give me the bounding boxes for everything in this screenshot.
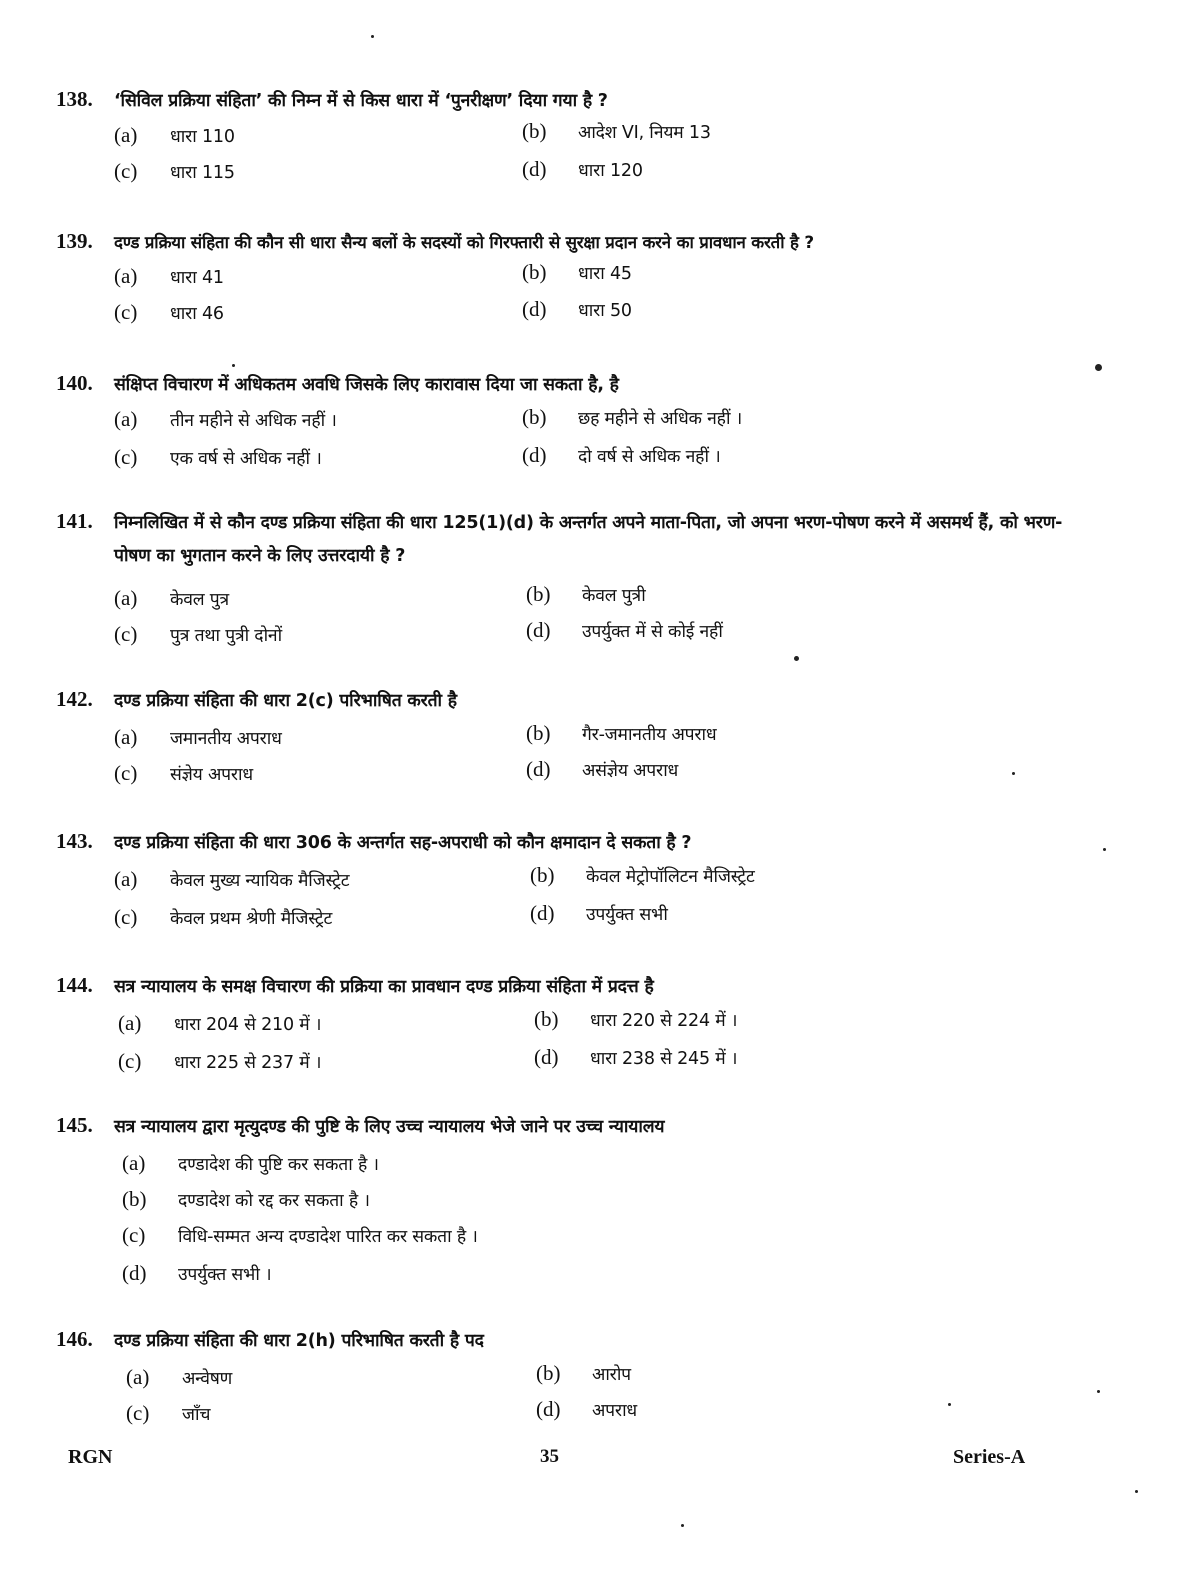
option-label: (a) — [122, 1151, 146, 1175]
question-number: 141. — [56, 509, 93, 533]
question-number: 138. — [56, 87, 93, 111]
option-c — [114, 442, 322, 474]
scan-speck — [1103, 848, 1106, 851]
option-b — [530, 860, 755, 892]
question-146 — [56, 1324, 1096, 1425]
option-b — [522, 116, 711, 148]
option-d — [536, 1394, 637, 1426]
option-label: (c) — [114, 905, 138, 929]
option-text: धारा 220 से 224 में । — [590, 1011, 738, 1031]
option-b — [526, 718, 716, 750]
option-a — [114, 120, 235, 152]
option-c — [114, 902, 332, 934]
option-text: धारा 41 — [170, 268, 224, 288]
option-text: दण्डादेश को रद्द कर सकता है । — [178, 1191, 370, 1211]
option-label: (b) — [530, 863, 555, 887]
option-text: धारा 120 — [578, 161, 643, 181]
option-label: (c) — [114, 622, 138, 646]
option-b — [522, 402, 742, 434]
option-d — [522, 154, 643, 186]
option-text: विधि-सम्मत अन्य दण्डादेश पारित कर सकता है । — [178, 1227, 478, 1247]
option-d — [530, 898, 668, 930]
option-label: (a) — [118, 1011, 142, 1035]
footer-code: RGN — [68, 1446, 113, 1468]
option-text: केवल पुत्री — [582, 586, 646, 606]
question-number: 140. — [56, 371, 93, 395]
question-text: सत्र न्यायालय के समक्ष विचारण की प्रक्रिया का प्रावधान दण्ड प्रक्रिया संहिता में प्रदत्त है — [114, 977, 654, 997]
option-text: धारा 115 — [170, 163, 235, 183]
option-text: अपराध — [592, 1401, 637, 1421]
series-label: Series-A — [953, 1446, 1026, 1468]
option-label: (b) — [526, 721, 551, 745]
option-text: छह महीने से अधिक नहीं । — [578, 409, 743, 429]
option-label: (c) — [122, 1223, 146, 1247]
option-text: गैर-जमानतीय अपराध — [582, 725, 717, 745]
option-text: दण्डादेश की पुष्टि कर सकता है । — [178, 1155, 379, 1175]
option-text: धारा 50 — [578, 301, 632, 321]
question-text: दण्ड प्रक्रिया संहिता की धारा 2(c) परिभाषित करती है — [114, 691, 457, 711]
option-text: उपर्युक्त सभी — [586, 905, 668, 925]
option-label: (a) — [114, 123, 138, 147]
option-text: धारा 238 से 245 में । — [590, 1049, 738, 1069]
option-c — [118, 1046, 321, 1078]
option-text: असंज्ञेय अपराध — [582, 761, 679, 781]
option-text: जाँच — [182, 1405, 211, 1425]
option-text: दो वर्ष से अधिक नहीं । — [578, 447, 721, 467]
question-text: निम्नलिखित में से कौन दण्ड प्रक्रिया संहिता की धारा 125(1)(d) के अन्तर्गत अपने माता-पिता, जो अपना भरण-पोषण करने में असमर्थ हैं, को भरण-पोषण का भुगतान करने के लिए उत्तरदायी है ? — [114, 513, 1063, 566]
option-label: (b) — [536, 1361, 561, 1385]
option-d — [522, 440, 721, 472]
option-label: (c) — [114, 761, 138, 785]
scan-speck — [1097, 1390, 1100, 1393]
option-label: (b) — [534, 1007, 559, 1031]
option-label: (b) — [526, 582, 551, 606]
question-139 — [56, 226, 1096, 324]
option-c — [114, 619, 282, 651]
question-145 — [56, 1110, 1096, 1285]
question-138 — [56, 84, 1096, 183]
question-number: 145. — [56, 1113, 93, 1137]
option-b — [522, 257, 632, 289]
question-text: सत्र न्यायालय द्वारा मृत्युदण्ड की पुष्टि के लिए उच्च न्यायालय भेजे जाने पर उच्च न्यायालय — [114, 1117, 665, 1137]
option-text: उपर्युक्त सभी । — [178, 1265, 272, 1285]
option-a — [114, 583, 229, 615]
question-144 — [56, 970, 1096, 1073]
question-text: संक्षिप्त विचारण में अधिकतम अवधि जिसके लिए कारावास दिया जा सकता है, है — [114, 375, 619, 395]
option-c — [114, 758, 253, 790]
option-b — [122, 1184, 370, 1216]
option-label: (a) — [114, 264, 138, 288]
option-label: (b) — [522, 405, 547, 429]
question-text: दण्ड प्रक्रिया संहिता की कौन सी धारा सैन्य बलों के सदस्यों को गिरफ्तारी से सुरक्षा प्रदान करने का प्रावधान करती है ? — [114, 232, 814, 252]
option-text: केवल प्रथम श्रेणी मैजिस्ट्रेट — [170, 909, 333, 929]
option-text: धारा 45 — [578, 264, 632, 284]
option-label: (c) — [126, 1401, 150, 1425]
option-label: (c) — [114, 445, 138, 469]
option-a — [114, 722, 282, 754]
option-text: धारा 204 से 210 में । — [174, 1015, 322, 1035]
option-label: (d) — [122, 1261, 147, 1285]
question-number: 142. — [56, 687, 93, 711]
option-label: (d) — [526, 757, 551, 781]
scan-speck — [371, 35, 374, 38]
option-label: (a) — [114, 407, 138, 431]
option-label: (a) — [114, 586, 138, 610]
option-label: (c) — [114, 300, 138, 324]
option-b — [534, 1004, 737, 1036]
option-text: केवल मेट्रोपॉलिटन मैजिस्ट्रेट — [586, 867, 755, 887]
option-c — [114, 156, 235, 188]
option-label: (d) — [522, 443, 547, 467]
option-c — [122, 1220, 478, 1252]
option-label: (b) — [522, 119, 547, 143]
option-text: धारा 225 से 237 में । — [174, 1053, 322, 1073]
scan-speck — [1012, 772, 1015, 775]
option-text: अन्वेषण — [182, 1369, 233, 1389]
option-d — [526, 615, 723, 647]
option-label: (a) — [114, 867, 138, 891]
option-text: आदेश VI, नियम 13 — [578, 123, 711, 143]
question-text: दण्ड प्रक्रिया संहिता की धारा 306 के अन्तर्गत सह-अपराधी को कौन क्षमादान दे सकता है ? — [114, 833, 692, 853]
scan-speck — [1135, 1490, 1138, 1493]
question-number: 146. — [56, 1327, 93, 1351]
option-label: (d) — [530, 901, 555, 925]
option-d — [122, 1258, 271, 1290]
option-c — [126, 1398, 210, 1430]
option-text: जमानतीय अपराध — [170, 729, 282, 749]
scan-speck — [681, 1524, 684, 1527]
option-label: (d) — [536, 1397, 561, 1421]
question-143 — [56, 826, 1096, 929]
question-number: 144. — [56, 973, 93, 997]
scan-speck — [232, 364, 235, 367]
option-label: (d) — [522, 297, 547, 321]
question-141 — [56, 506, 1096, 646]
option-label: (d) — [534, 1045, 559, 1069]
scan-speck — [1095, 364, 1102, 371]
option-label: (a) — [114, 725, 138, 749]
option-label: (b) — [122, 1187, 147, 1211]
option-label: (c) — [114, 159, 138, 183]
option-a — [114, 404, 337, 436]
option-text: धारा 110 — [170, 127, 235, 147]
option-a — [114, 864, 349, 896]
option-text: एक वर्ष से अधिक नहीं । — [170, 449, 322, 469]
option-a — [118, 1008, 321, 1040]
option-text: धारा 46 — [170, 304, 224, 324]
page-number: 35 — [540, 1446, 559, 1467]
question-text: ‘सिविल प्रक्रिया संहिता’ की निम्न में से किस धारा में ‘पुनरीक्षण’ दिया गया है ? — [114, 91, 608, 111]
option-d — [534, 1042, 737, 1074]
option-d — [522, 294, 632, 326]
option-d — [526, 754, 678, 786]
option-b — [526, 579, 646, 611]
option-label: (d) — [522, 157, 547, 181]
option-c — [114, 297, 224, 329]
option-a — [122, 1148, 379, 1180]
option-label: (b) — [522, 260, 547, 284]
question-text: दण्ड प्रक्रिया संहिता की धारा 2(h) परिभाषित करती है पद — [114, 1331, 484, 1351]
option-b — [536, 1358, 631, 1390]
option-label: (d) — [526, 618, 551, 642]
question-number: 139. — [56, 229, 93, 253]
scan-speck — [794, 656, 799, 661]
option-a — [126, 1362, 232, 1394]
option-text: आरोप — [592, 1365, 631, 1385]
question-142 — [56, 684, 1096, 785]
option-a — [114, 261, 224, 293]
option-label: (a) — [126, 1365, 150, 1389]
question-number: 143. — [56, 829, 93, 853]
option-text: उपर्युक्त में से कोई नहीं — [582, 622, 723, 642]
scan-speck — [948, 1403, 951, 1406]
option-label: (c) — [118, 1049, 142, 1073]
option-text: संज्ञेय अपराध — [170, 765, 253, 785]
option-text: केवल पुत्र — [170, 590, 229, 610]
question-140 — [56, 368, 1096, 469]
option-text: पुत्र तथा पुत्री दोनों — [170, 626, 282, 646]
option-text: तीन महीने से अधिक नहीं । — [170, 411, 337, 431]
option-text: केवल मुख्य न्यायिक मैजिस्ट्रेट — [170, 871, 350, 891]
